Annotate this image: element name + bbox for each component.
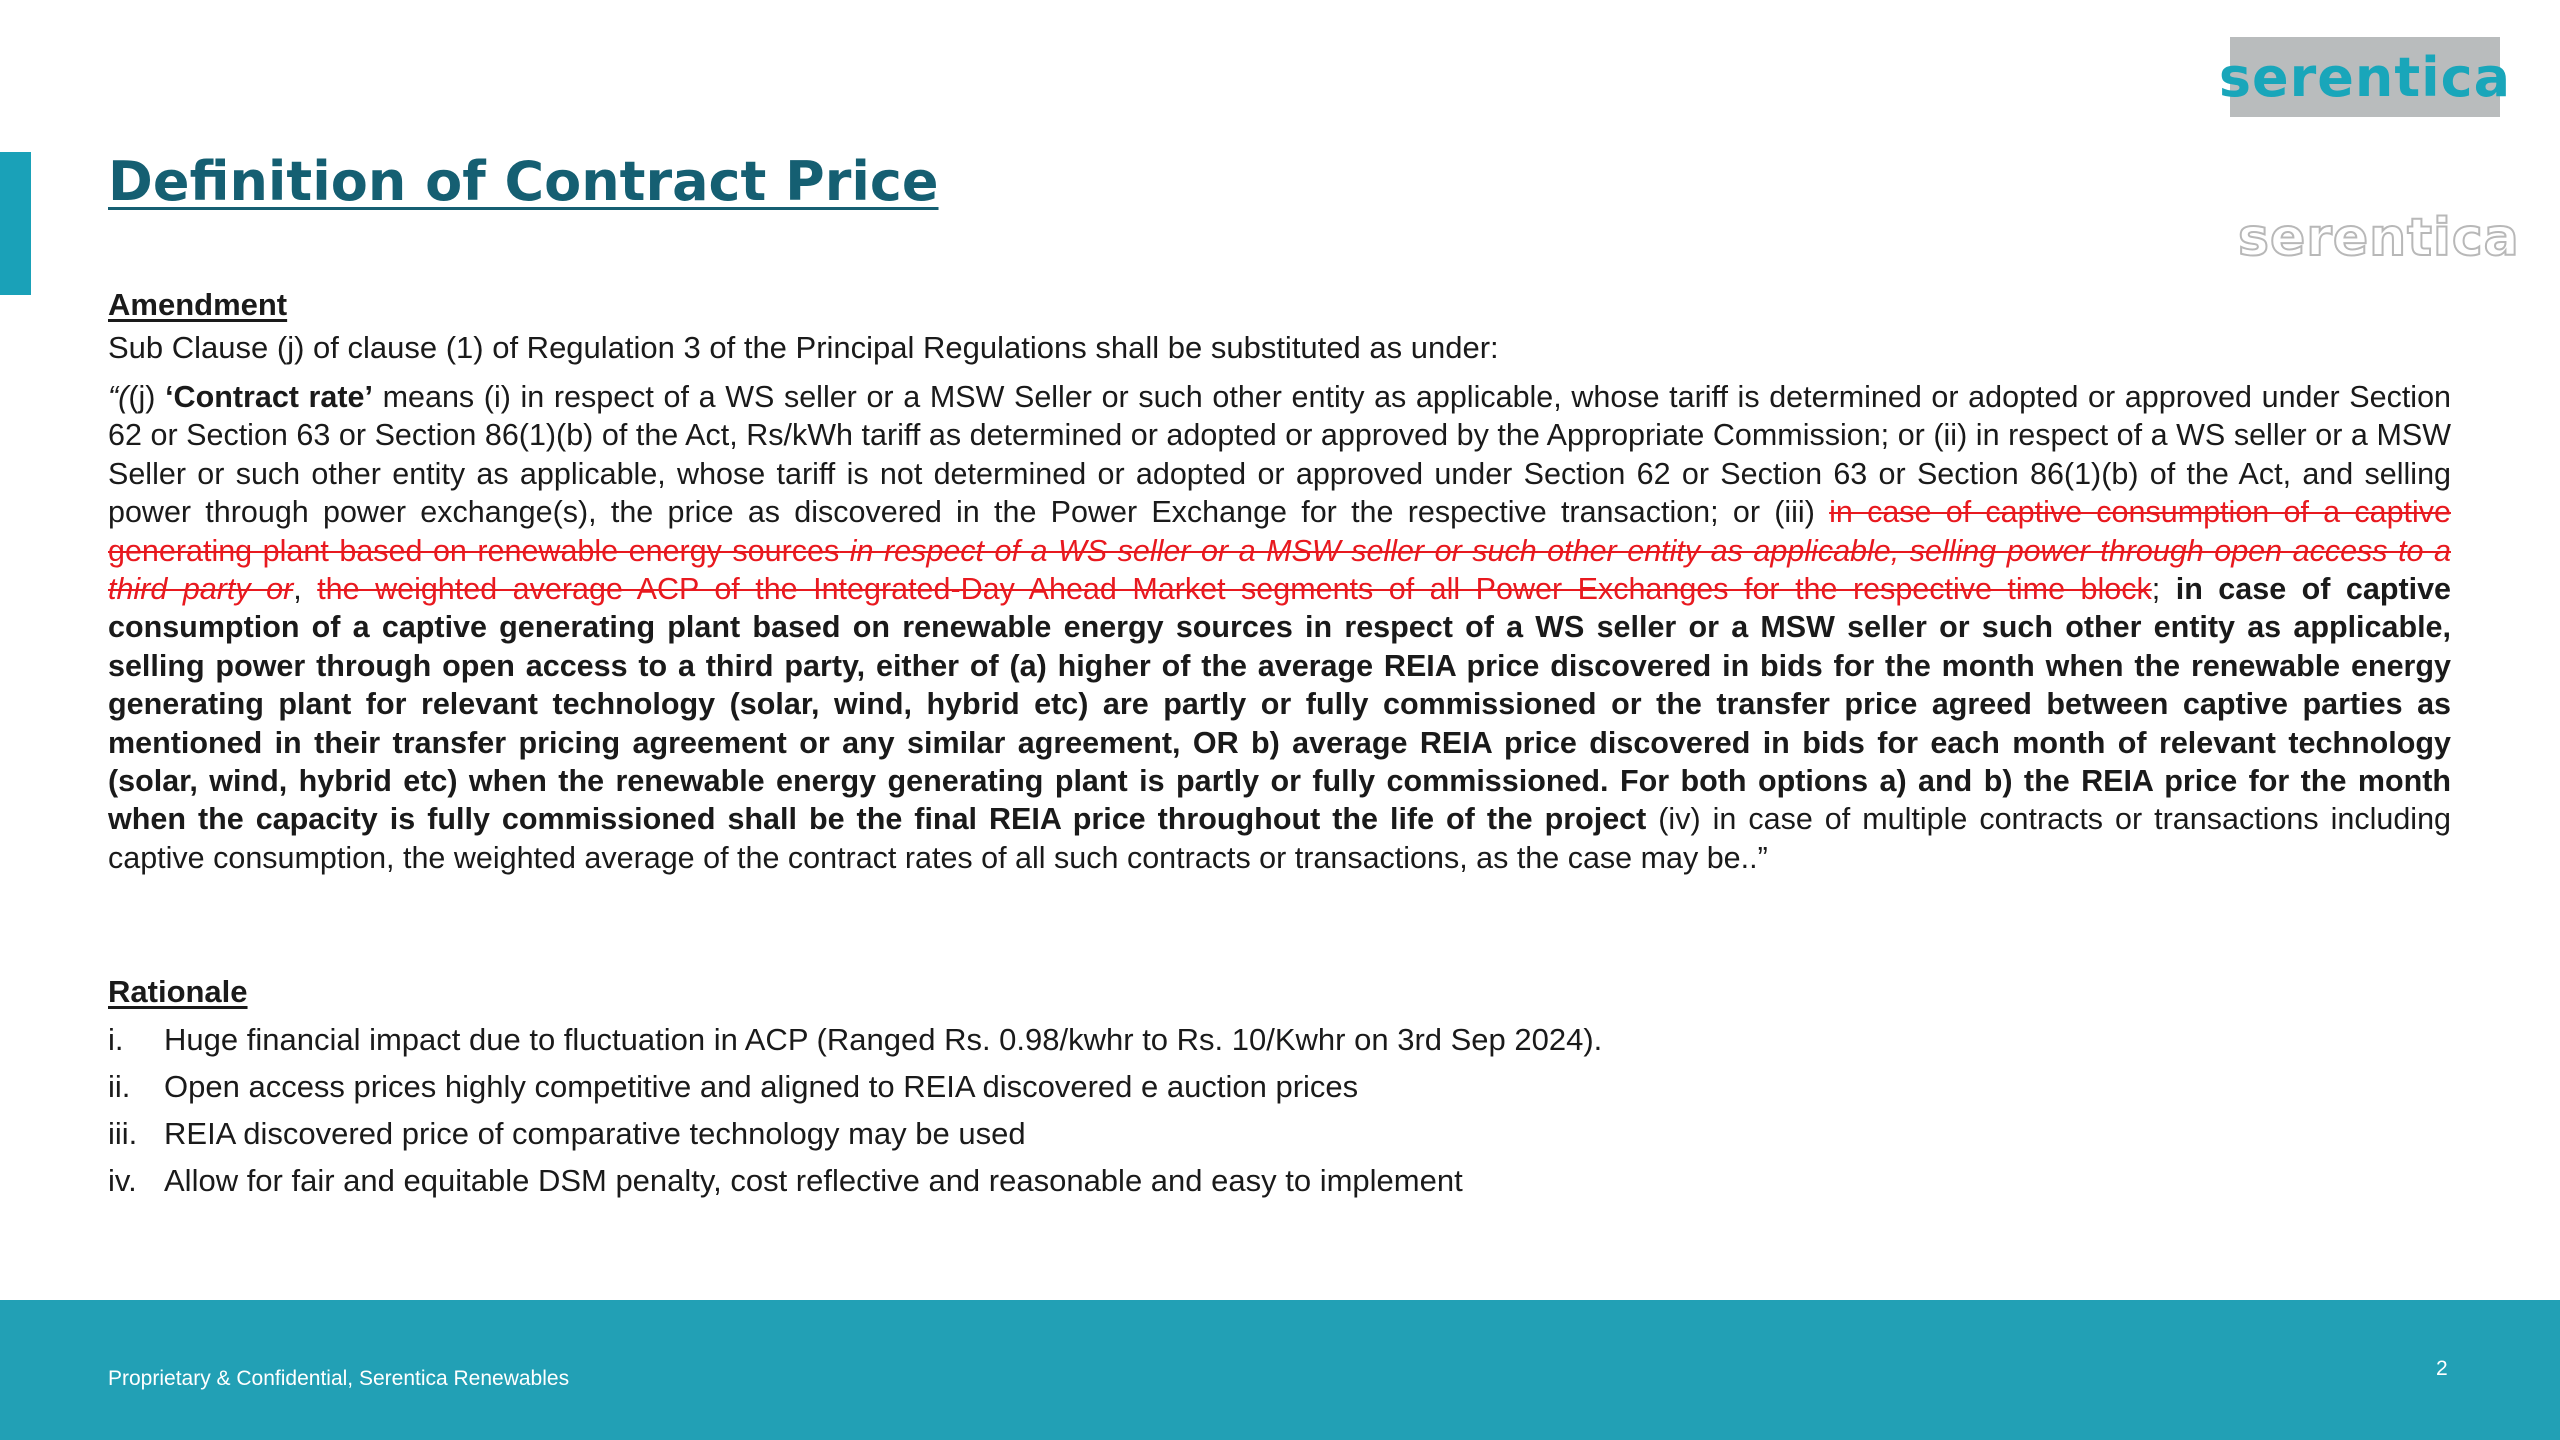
rationale-list	[108, 1018, 1602, 1206]
rationale-item	[108, 1018, 1602, 1065]
rationale-item	[108, 1065, 1602, 1112]
clause-j-marker: (j)	[128, 380, 166, 414]
rationale-item-text: Huge financial impact due to fluctuation in ACP (Ranged Rs. 0.98/kwhr to Rs. 10/Kwhr on 3rd Sep 2024).	[164, 1022, 1603, 1057]
amendment-heading: Amendment	[108, 287, 288, 322]
rationale-item	[108, 1112, 1602, 1159]
deleted-text-2: the weighted average ACP of the Integrated-Day Ahead Market segments of all Power Exchanges for the respective time block	[317, 572, 2152, 607]
rationale-item-number: iv.	[108, 1163, 137, 1198]
clause-part-iv: (iv) in case of multiple contracts or transactions including captive consumption, the weighted average of the contract rates of all such contracts or transactions, as the case may be..”	[108, 802, 2452, 875]
serentica-logo	[2218, 37, 2512, 117]
rationale-item-text: Open access prices highly competitive and aligned to REIA discovered e auction prices	[164, 1069, 1359, 1104]
rationale-item-text: Allow for fair and equitable DSM penalty, cost reflective and reasonable and easy to implement	[164, 1163, 1463, 1198]
footer-confidential-text: Proprietary & Confidential, Serentica Renewables	[108, 1367, 570, 1390]
serentica-outline-logo: serentica	[2238, 208, 2520, 268]
open-quote: “(	[108, 380, 129, 414]
accent-bar	[0, 152, 31, 295]
deleted-text-italic: in respect of a WS seller or a MSW seller or such other entity as applicable, selling power through open access to a third party or	[108, 533, 2451, 607]
rationale-item-number: i.	[108, 1022, 124, 1057]
clause-term: ‘Contract rate’	[165, 380, 373, 414]
clause-parts-i-ii: means (i) in respect of a WS seller or a MSW Seller or such other entity as applicable, whose tariff is determined or adopted or approved under Section 62 or Section 63 or Section 86(1)(b) of the Act, Rs/kWh tariff as determined or adopted or approved by the Appropriate Commission; or (ii) in respect of a WS seller or a MSW Seller or such other entity as applicable, whose tariff is not determined or adopted or approved under Section 62 or Section 63 or Section 86(1)(b) of the Act, and selling power through power exchange(s), the price as discovered in the Power Exchange for the respective transaction; or (iii)	[108, 380, 2451, 530]
page-number: 2	[2436, 1357, 2448, 1380]
rationale-item-text: REIA discovered price of comparative technology may be used	[164, 1116, 1026, 1151]
clause-comma: ,	[293, 572, 318, 607]
deleted-text-1: in case of captive consumption of a captive generating plant based on renewable energy sources	[108, 495, 2451, 568]
rationale-item	[108, 1159, 1602, 1206]
inserted-bold-text: in case of captive consumption of a captive generating plant based on renewable energy sources in respect of a WS seller or a MSW seller or such other entity as applicable, selling power through open access to a third party, either of (a) higher of the average REIA price discovered in bids for the month when the renewable energy generating plant for relevant technology (solar, wind, hybrid etc) are partly or fully commissioned or the transfer price agreed between captive parties as mentioned in their transfer pricing agreement or any similar agreement, OR b) average REIA price discovered in bids for each month of relevant technology (solar, wind, hybrid etc) when the renewable energy generating plant is partly or fully commissioned. For both options a) and b) the REIA price for the month when the capacity is fully commissioned shall be the final REIA price throughout the life of the project	[108, 572, 2452, 837]
slide-title: Definition of Contract Price	[108, 150, 939, 213]
rationale-heading: Rationale	[108, 974, 248, 1009]
contract-rate-clause	[108, 378, 2451, 877]
logo-text: serentica	[2218, 45, 2512, 109]
rationale-item-number: ii.	[108, 1069, 131, 1104]
amendment-intro: Sub Clause (j) of clause (1) of Regulation 3 of the Principal Regulations shall be substituted as under:	[108, 330, 1499, 365]
clause-semicolon: ;	[2151, 572, 2176, 607]
rationale-item-number: iii.	[108, 1116, 138, 1151]
